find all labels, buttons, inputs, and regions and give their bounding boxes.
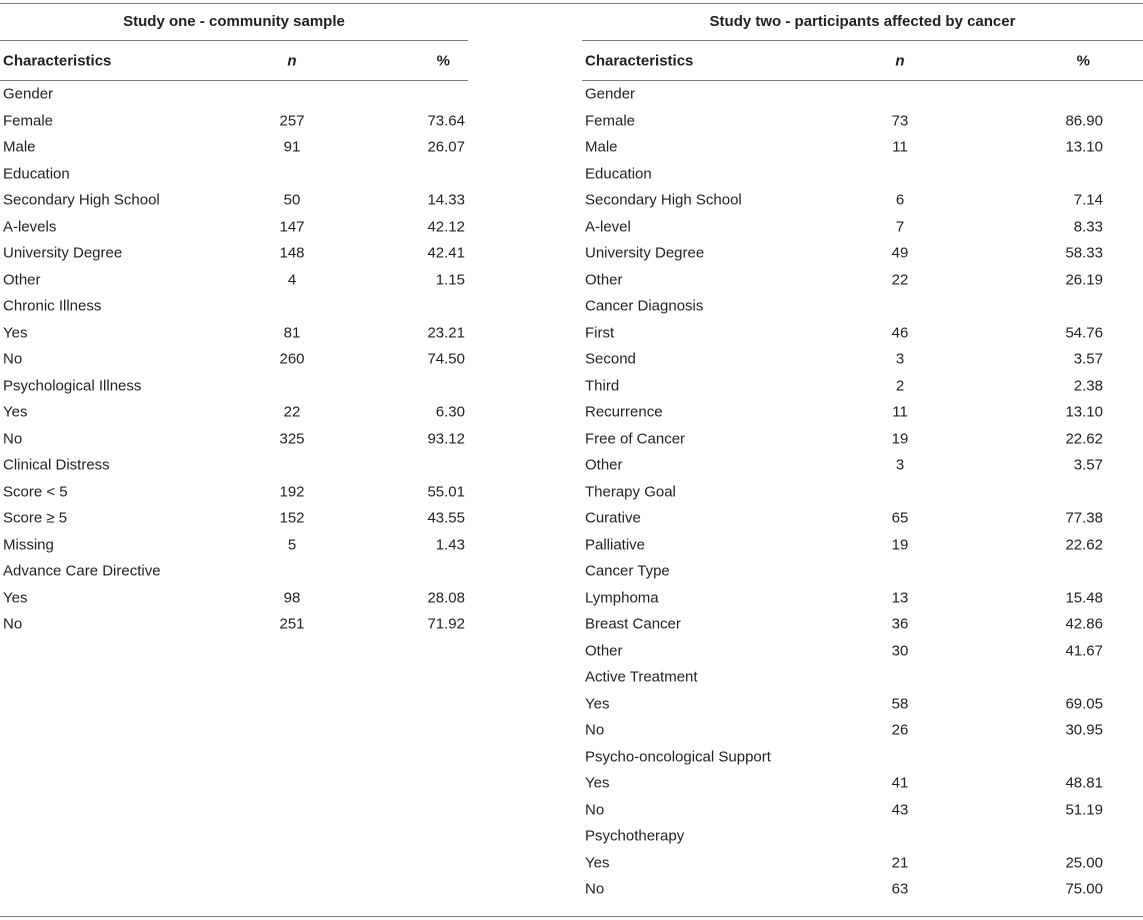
table-row bbox=[582, 452, 1143, 479]
row-n-value: 22 bbox=[891, 271, 909, 289]
table-row bbox=[582, 108, 1143, 135]
table-row bbox=[582, 505, 1143, 532]
row-label: Second bbox=[585, 350, 636, 368]
table-row bbox=[0, 240, 468, 267]
study-two-title: Study two - participants affected by cancer bbox=[582, 4, 1143, 41]
row-percent-value: 22.62 bbox=[1065, 430, 1103, 448]
row-n-value: 49 bbox=[891, 244, 909, 262]
row-percent-value: 15.48 bbox=[1065, 589, 1103, 607]
table-row bbox=[582, 770, 1143, 797]
row-n-value: 2 bbox=[895, 377, 905, 395]
table-row bbox=[582, 134, 1143, 161]
row-n-value: 325 bbox=[279, 430, 305, 448]
row-percent-value: 42.12 bbox=[427, 218, 465, 236]
row-n-value: 43 bbox=[891, 801, 909, 819]
row-percent-value: 13.10 bbox=[1065, 138, 1103, 156]
row-percent-value: 41.67 bbox=[1065, 642, 1103, 660]
study-one-title: Study one - community sample bbox=[0, 4, 468, 41]
row-n-value: 4 bbox=[287, 271, 297, 289]
row-label: Education bbox=[585, 165, 652, 183]
table-row bbox=[582, 664, 1143, 691]
percent-header: % bbox=[1076, 52, 1090, 69]
row-n-value: 148 bbox=[279, 244, 305, 262]
row-n-value: 58 bbox=[891, 695, 909, 713]
row-n-value: 46 bbox=[891, 324, 909, 342]
row-label: Third bbox=[585, 377, 620, 395]
table-row bbox=[582, 399, 1143, 426]
row-n-value: 91 bbox=[283, 138, 301, 156]
table-row bbox=[582, 81, 1143, 108]
row-n-value: 81 bbox=[283, 324, 301, 342]
row-label: A-levels bbox=[3, 218, 57, 236]
table-row bbox=[582, 876, 1143, 903]
row-percent-value: 86.90 bbox=[1065, 112, 1103, 130]
table-row bbox=[582, 744, 1143, 771]
row-n-value: 73 bbox=[891, 112, 909, 130]
characteristics-header: Characteristics bbox=[585, 52, 694, 69]
row-n-value: 3 bbox=[895, 456, 905, 474]
row-n-value: 98 bbox=[283, 589, 301, 607]
row-percent-value: 8.33 bbox=[1073, 218, 1103, 236]
table-row bbox=[0, 399, 468, 426]
row-n-value: 260 bbox=[279, 350, 305, 368]
row-percent-value: 93.12 bbox=[427, 430, 465, 448]
row-label: Other bbox=[585, 271, 623, 289]
row-percent-value: 23.21 bbox=[427, 324, 465, 342]
row-label: Recurrence bbox=[585, 403, 663, 421]
row-label: Breast Cancer bbox=[585, 615, 681, 633]
row-label: Chronic Illness bbox=[3, 297, 102, 315]
row-n-value: 11 bbox=[892, 138, 908, 156]
percent-header: % bbox=[436, 52, 450, 69]
table-row bbox=[0, 558, 468, 585]
table-row bbox=[582, 426, 1143, 453]
study-two-panel bbox=[582, 4, 1143, 903]
table-row bbox=[0, 611, 468, 638]
row-label: Yes bbox=[3, 589, 28, 607]
table-row bbox=[0, 108, 468, 135]
table-row bbox=[0, 585, 468, 612]
table-row bbox=[582, 346, 1143, 373]
row-label: Curative bbox=[585, 509, 641, 527]
table-row bbox=[0, 134, 468, 161]
row-percent-value: 55.01 bbox=[427, 483, 465, 501]
row-label: Secondary High School bbox=[3, 191, 160, 209]
row-n-value: 3 bbox=[895, 350, 905, 368]
row-percent-value: 28.08 bbox=[427, 589, 465, 607]
row-label: Gender bbox=[3, 85, 54, 103]
row-percent-value: 25.00 bbox=[1065, 854, 1103, 872]
n-header: n bbox=[895, 52, 905, 69]
row-label: Secondary High School bbox=[585, 191, 742, 209]
table-row bbox=[582, 558, 1143, 585]
row-n-value: 5 bbox=[287, 536, 297, 554]
row-n-value: 11 bbox=[892, 403, 908, 421]
row-n-value: 6 bbox=[895, 191, 905, 209]
row-n-value: 192 bbox=[279, 483, 305, 501]
table-row bbox=[582, 850, 1143, 877]
row-percent-value: 77.38 bbox=[1065, 509, 1103, 527]
n-header: n bbox=[287, 52, 297, 69]
row-percent-value: 22.62 bbox=[1065, 536, 1103, 554]
study-one-header-row bbox=[0, 41, 468, 81]
row-n-value: 257 bbox=[279, 112, 305, 130]
table-row bbox=[0, 320, 468, 347]
row-label: No bbox=[3, 430, 23, 448]
row-label: Active Treatment bbox=[585, 668, 698, 686]
row-n-value: 30 bbox=[891, 642, 909, 660]
row-percent-value: 2.38 bbox=[1073, 377, 1103, 395]
table-row bbox=[0, 161, 468, 188]
row-label: Female bbox=[3, 112, 54, 130]
row-label: Psychological Illness bbox=[3, 377, 142, 395]
row-percent-value: 58.33 bbox=[1065, 244, 1103, 262]
table-row bbox=[0, 452, 468, 479]
row-label: University Degree bbox=[585, 244, 705, 262]
row-label: Other bbox=[3, 271, 41, 289]
row-percent-value: 54.76 bbox=[1065, 324, 1103, 342]
row-label: Yes bbox=[585, 774, 610, 792]
table-row bbox=[0, 293, 468, 320]
row-label: Psychotherapy bbox=[585, 827, 685, 845]
row-label: Free of Cancer bbox=[585, 430, 686, 448]
row-percent-value: 73.64 bbox=[427, 112, 465, 130]
row-n-value: 7 bbox=[895, 218, 905, 236]
row-percent-value: 51.19 bbox=[1065, 801, 1103, 819]
table-row bbox=[582, 373, 1143, 400]
row-percent-value: 71.92 bbox=[427, 615, 465, 633]
row-label: Gender bbox=[585, 85, 636, 103]
row-label: No bbox=[585, 880, 605, 898]
row-percent-value: 69.05 bbox=[1065, 695, 1103, 713]
row-label: Yes bbox=[585, 695, 610, 713]
row-percent-value: 26.19 bbox=[1065, 271, 1103, 289]
row-percent-value: 13.10 bbox=[1065, 403, 1103, 421]
row-percent-value: 3.57 bbox=[1073, 350, 1103, 368]
table-row bbox=[0, 346, 468, 373]
row-label: Male bbox=[3, 138, 36, 156]
row-n-value: 26 bbox=[891, 721, 909, 739]
table-row bbox=[582, 320, 1143, 347]
row-n-value: 19 bbox=[891, 536, 909, 554]
table-row bbox=[0, 426, 468, 453]
row-label: First bbox=[585, 324, 615, 342]
row-percent-value: 42.86 bbox=[1065, 615, 1103, 633]
table-row bbox=[0, 505, 468, 532]
row-percent-value: 30.95 bbox=[1065, 721, 1103, 739]
row-label: Cancer Type bbox=[585, 562, 670, 580]
table-row bbox=[582, 161, 1143, 188]
row-percent-value: 14.33 bbox=[427, 191, 465, 209]
row-label: No bbox=[585, 801, 605, 819]
table-row bbox=[0, 267, 468, 294]
row-label: No bbox=[585, 721, 605, 739]
table-row bbox=[582, 267, 1143, 294]
row-percent-value: 7.14 bbox=[1073, 191, 1103, 209]
row-percent-value: 3.57 bbox=[1073, 456, 1103, 474]
row-percent-value: 6.30 bbox=[435, 403, 465, 421]
row-label: University Degree bbox=[3, 244, 123, 262]
row-label: Yes bbox=[3, 403, 28, 421]
row-n-value: 63 bbox=[891, 880, 909, 898]
row-n-value: 41 bbox=[891, 774, 909, 792]
table-row bbox=[0, 373, 468, 400]
table-row bbox=[582, 797, 1143, 824]
row-label: Yes bbox=[585, 854, 610, 872]
row-label: Cancer Diagnosis bbox=[585, 297, 704, 315]
table-row bbox=[0, 187, 468, 214]
row-label: Other bbox=[585, 642, 623, 660]
row-label: Clinical Distress bbox=[3, 456, 110, 474]
row-label: Male bbox=[585, 138, 618, 156]
row-label: Yes bbox=[3, 324, 28, 342]
row-percent-value: 42.41 bbox=[427, 244, 465, 262]
table-row bbox=[582, 585, 1143, 612]
table-row bbox=[582, 187, 1143, 214]
row-label: Missing bbox=[3, 536, 54, 554]
row-label: Palliative bbox=[585, 536, 646, 554]
table-row bbox=[582, 240, 1143, 267]
row-label: Lymphoma bbox=[585, 589, 659, 607]
table-row bbox=[582, 611, 1143, 638]
study-two-rows bbox=[582, 81, 1143, 903]
table-row bbox=[0, 81, 468, 108]
table-row bbox=[582, 479, 1143, 506]
row-label: Education bbox=[3, 165, 70, 183]
row-label: Score ≥ 5 bbox=[3, 509, 68, 527]
table-row bbox=[0, 479, 468, 506]
row-label: Advance Care Directive bbox=[3, 562, 161, 580]
row-n-value: 13 bbox=[891, 589, 909, 607]
row-label: A-level bbox=[585, 218, 631, 236]
table-row bbox=[582, 293, 1143, 320]
row-n-value: 21 bbox=[891, 854, 909, 872]
row-n-value: 65 bbox=[891, 509, 909, 527]
characteristics-header: Characteristics bbox=[3, 52, 112, 69]
table-row bbox=[582, 638, 1143, 665]
row-label: Female bbox=[585, 112, 636, 130]
row-n-value: 251 bbox=[279, 615, 305, 633]
table-row bbox=[582, 532, 1143, 559]
row-percent-value: 48.81 bbox=[1065, 774, 1103, 792]
table-row bbox=[0, 532, 468, 559]
row-n-value: 19 bbox=[891, 430, 909, 448]
row-n-value: 50 bbox=[283, 191, 301, 209]
table-row bbox=[582, 717, 1143, 744]
study-one-panel bbox=[0, 4, 468, 638]
row-n-value: 152 bbox=[279, 509, 305, 527]
row-percent-value: 26.07 bbox=[427, 138, 465, 156]
row-percent-value: 1.15 bbox=[435, 271, 465, 289]
row-label: No bbox=[3, 615, 23, 633]
row-label: Score < 5 bbox=[3, 483, 68, 501]
row-percent-value: 75.00 bbox=[1065, 880, 1103, 898]
study-one-rows bbox=[0, 81, 468, 638]
row-label: Psycho-oncological Support bbox=[585, 748, 771, 766]
row-label: Other bbox=[585, 456, 623, 474]
table-row bbox=[582, 691, 1143, 718]
table-row bbox=[582, 214, 1143, 241]
row-n-value: 22 bbox=[283, 403, 301, 421]
table-bottom-rule bbox=[0, 916, 1143, 917]
row-n-value: 147 bbox=[279, 218, 305, 236]
row-percent-value: 43.55 bbox=[427, 509, 465, 527]
table-row bbox=[582, 823, 1143, 850]
row-label: Therapy Goal bbox=[585, 483, 676, 501]
row-percent-value: 74.50 bbox=[427, 350, 465, 368]
row-n-value: 36 bbox=[891, 615, 909, 633]
row-label: No bbox=[3, 350, 23, 368]
study-two-header-row bbox=[582, 41, 1143, 81]
row-percent-value: 1.43 bbox=[435, 536, 465, 554]
table-row bbox=[0, 214, 468, 241]
